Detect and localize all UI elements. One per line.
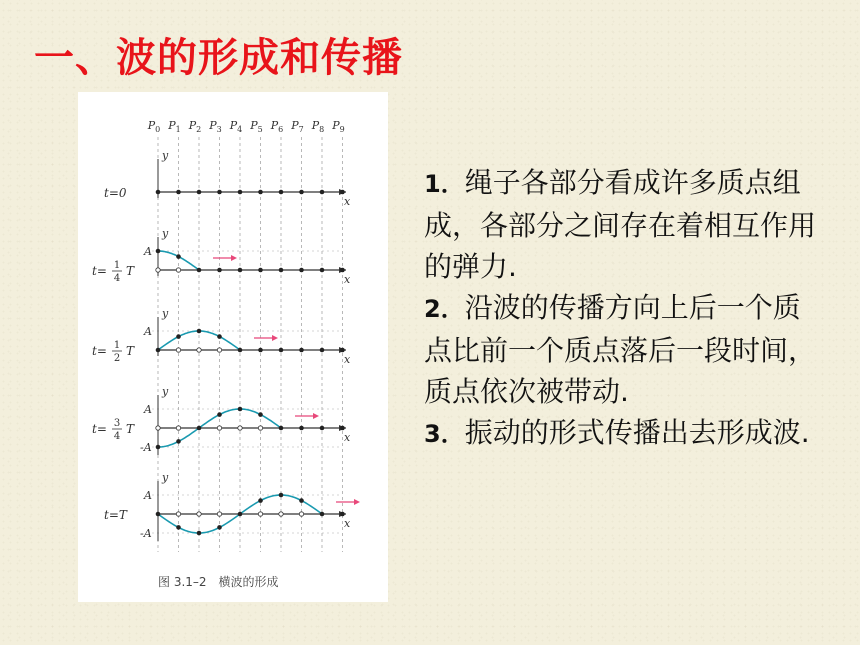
equilibrium-marker [156, 268, 160, 272]
point-1-number: 1． [424, 170, 465, 198]
particle [258, 268, 263, 273]
particle [217, 268, 222, 273]
textbook-figure [78, 92, 388, 602]
particle [156, 348, 161, 353]
equilibrium-marker [299, 512, 303, 516]
particle [340, 190, 345, 195]
equilibrium-marker [176, 426, 180, 430]
y-axis-label: y [162, 385, 169, 398]
equilibrium-marker [197, 512, 201, 516]
negative-amplitude-label: -A [140, 441, 152, 454]
time-label-period: T [126, 344, 135, 358]
particle [279, 426, 284, 431]
particle [340, 268, 345, 273]
particle [279, 190, 284, 195]
particle [299, 426, 304, 431]
particle [176, 525, 181, 530]
negative-amplitude-label: -A [140, 527, 152, 540]
point-label-p5: $P_5$ [250, 119, 263, 134]
slide-title: 一、波的形成和传播 [34, 35, 403, 81]
particle [299, 498, 304, 503]
particle [217, 412, 222, 417]
particle [299, 190, 304, 195]
equilibrium-marker [217, 512, 221, 516]
propagation-arrowhead [313, 413, 319, 419]
point-label-p1: $P_1$ [168, 119, 181, 134]
particle [320, 348, 325, 353]
figure-caption: 图 3.1–2 横波的形成 [158, 575, 279, 589]
point-label-p7: $P_7$ [291, 119, 304, 134]
particle [320, 512, 325, 517]
particle [258, 348, 263, 353]
particle [197, 426, 202, 431]
point-label-p3: $P_3$ [209, 119, 222, 134]
amplitude-label: A [144, 489, 152, 502]
amplitude-label: A [144, 325, 152, 338]
particle [340, 512, 345, 517]
propagation-arrowhead [231, 255, 237, 261]
equilibrium-marker [156, 426, 160, 430]
time-fraction-denominator: 2 [113, 353, 121, 364]
point-3 [424, 412, 824, 455]
time-label-t: t= [92, 264, 107, 278]
particle [217, 525, 222, 530]
point-2 [424, 287, 824, 412]
particle [238, 407, 243, 412]
particle [176, 190, 181, 195]
particle [279, 493, 284, 498]
particle [340, 426, 345, 431]
particle [299, 348, 304, 353]
particle [279, 268, 284, 273]
time-label-t: t= [92, 422, 107, 436]
equilibrium-marker [217, 426, 221, 430]
particle [156, 249, 161, 254]
particle [320, 190, 325, 195]
particle [258, 498, 263, 503]
time-label-text: t=0 [104, 186, 127, 200]
point-label-p2: $P_2$ [188, 119, 202, 134]
point-1 [424, 162, 824, 287]
time-label-period: T [126, 422, 135, 436]
point-2-number: 2． [424, 295, 465, 323]
particle [217, 190, 222, 195]
particle [299, 268, 304, 273]
equilibrium-marker [279, 512, 283, 516]
y-axis-label: y [162, 227, 169, 240]
amplitude-label: A [144, 403, 152, 416]
particle [176, 254, 181, 259]
equilibrium-marker [176, 268, 180, 272]
y-axis-label: y [162, 149, 169, 162]
point-2-text: 沿波的传播方向上后一个质点比前一个质点落后一段时间，质点依次被带动. [424, 291, 817, 408]
particle [320, 268, 325, 273]
particle [197, 268, 202, 273]
point-1-text: 绳子各部分看成许多质点组成，各部分之间存在着相互作用的弹力. [424, 166, 817, 283]
y-axis-label: y [162, 471, 169, 484]
equilibrium-marker [176, 348, 180, 352]
x-axis-label: x [344, 517, 351, 530]
particle [156, 512, 161, 517]
equilibrium-marker [258, 426, 262, 430]
point-label-p4: $P_4$ [229, 119, 243, 134]
time-fraction-denominator: 4 [113, 273, 121, 284]
particle [340, 348, 345, 353]
particle [238, 190, 243, 195]
point-label-p9: $P_9$ [332, 119, 345, 134]
particle [258, 190, 263, 195]
point-label-p8: $P_8$ [311, 119, 325, 134]
particle [176, 439, 181, 444]
equilibrium-marker [176, 512, 180, 516]
particle [197, 329, 202, 334]
propagation-arrowhead [272, 335, 278, 341]
particle [197, 531, 202, 536]
x-axis-label: x [344, 273, 351, 286]
equilibrium-marker [258, 512, 262, 516]
y-axis-label: y [162, 307, 169, 320]
propagation-arrowhead [354, 499, 360, 505]
particle [197, 190, 202, 195]
particle [217, 334, 222, 339]
point-label-p0: $P_0$ [147, 119, 161, 134]
equilibrium-marker [217, 348, 221, 352]
equilibrium-marker [238, 426, 242, 430]
time-label-period: T [126, 264, 135, 278]
time-fraction-numerator: 1 [113, 340, 121, 351]
explanation-text [424, 162, 824, 455]
x-axis-label: x [344, 195, 351, 208]
wave-formation-diagram [78, 92, 388, 602]
x-axis-label: x [344, 353, 351, 366]
point-label-p6: $P_6$ [270, 119, 284, 134]
particle [279, 348, 284, 353]
particle [156, 445, 161, 450]
particle [320, 426, 325, 431]
time-fraction-numerator: 3 [113, 418, 121, 429]
x-axis-label: x [344, 431, 351, 444]
particle [238, 348, 243, 353]
particle [156, 190, 161, 195]
particle [238, 268, 243, 273]
time-label-text: t=T [104, 508, 127, 522]
particle [176, 334, 181, 339]
time-fraction-numerator: 1 [113, 260, 121, 271]
time-label-t: t= [92, 344, 107, 358]
point-3-number: 3． [424, 420, 465, 448]
point-3-text: 振动的形式传播出去形成波. [464, 416, 810, 449]
time-fraction-denominator: 4 [113, 431, 121, 442]
amplitude-label: A [144, 245, 152, 258]
particle [238, 512, 243, 517]
particle [258, 412, 263, 417]
equilibrium-marker [197, 348, 201, 352]
